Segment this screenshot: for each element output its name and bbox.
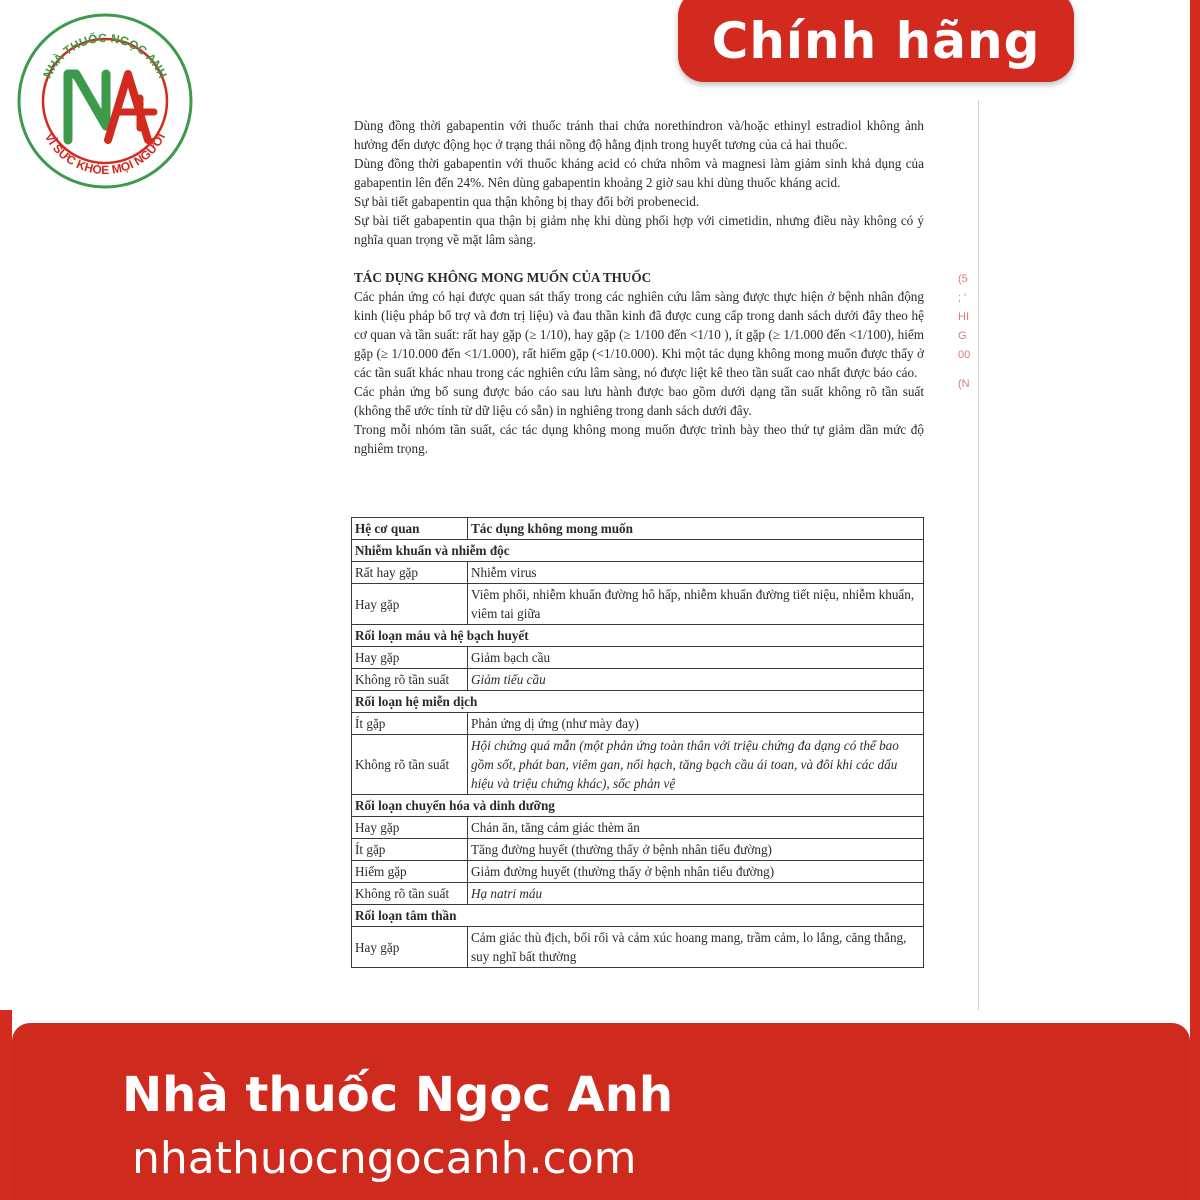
table-row [352,927,924,968]
authentic-badge [678,0,1074,82]
effect-cell: Nhiễm virus [468,562,924,584]
effect-cell: Chán ăn, tăng cảm giác thèm ăn [468,817,924,839]
paragraph: Các phản ứng bổ sung được báo cáo sau lưu hành được bao gồm dưới dạng tần suất không rõ tần suất (không thể ước tính từ dữ liệu có sẵn) in nghiêng trong danh sách dưới đây. [354,384,924,418]
table-row [352,883,924,905]
effect-cell: Giảm tiểu cầu [468,669,924,691]
footer-website-url: nhathuocngocanh.com [132,1133,637,1184]
frequency-cell: Không rõ tần suất [352,669,468,691]
table-row [352,647,924,669]
paragraph: Dùng đồng thời gabapentin với thuốc kháng acid có chứa nhôm và magnesi làm giảm sinh khả dụng của gabapentin lên đến 24%. Nên dùng gabapentin khoảng 2 giờ sau khi dùng thuốc kháng acid. [354,156,924,190]
pharmacy-logo [16,12,194,190]
paragraph: Các phản ứng có hại được quan sát thấy trong các nghiên cứu lâm sàng được thực hiện ở bệnh nhân động kinh (liệu pháp bổ trợ và đơn trị liệu) và đau thần kinh đã được cung cấp trong danh sách dưới đây theo hệ cơ quan và tần suất: rất hay gặp (≥ 1/10), hay gặp (≥ 1/100 đến <1/10 ), ít gặp (≥ 1/1.000 đến <1/100), hiếm gặp (≥ 1/10.000 đến <1/1.000), rất hiếm gặp (<1/10.000). Khi một tác dụng không mong muốn được thấy ở các tần suất khác nhau trong các nghiên cứu lâm sàng, nó được liệt kê theo tần suất cao nhất được báo cáo. [354,289,924,380]
frequency-cell: Hay gặp [352,817,468,839]
footer-banner [12,1023,1190,1200]
paragraph: Sự bài tiết gabapentin qua thận không bị thay đổi bởi probenecid. [354,194,700,209]
effect-cell: Giảm bạch cầu [468,647,924,669]
adverse-effects-table [351,517,924,968]
section-title: TÁC DỤNG KHÔNG MONG MUỐN CỦA THUỐC [354,270,652,285]
table-row [352,562,924,584]
table-row [352,713,924,735]
effect-cell: Viêm phổi, nhiễm khuẩn đường hô hấp, nhiễm khuẩn đường tiết niệu, nhiễm khuẩn, viêm tai giữa [468,584,924,625]
bleed-through-marks [958,270,980,394]
frequency-cell: Ít gặp [352,839,468,861]
table-row [352,817,924,839]
organ-system-group: Rối loạn tâm thần [352,905,924,927]
frequency-cell: Hay gặp [352,584,468,625]
organ-system-group: Rối loạn máu và hệ bạch huyết [352,625,924,647]
header-organ-system: Hệ cơ quan [352,518,468,540]
footer-pharmacy-name: Nhà thuốc Ngọc Anh [122,1067,674,1123]
table-group-row [352,795,924,817]
frequency-cell: Rất hay gặp [352,562,468,584]
table-group-row [352,905,924,927]
document-body [354,116,924,458]
effect-cell: Hội chứng quá mẫn (một phản ứng toàn thân với triệu chứng đa dạng có thể bao gồm sốt, phát ban, viêm gan, nổi hạch, tăng bạch cầu ái toan, và đôi khi các dấu hiệu và triệu chứng khác), sốc phản vệ [468,735,924,795]
paragraph: Sự bài tiết gabapentin qua thận bị giảm nhẹ khi dùng phối hợp với cimetidin, nhưng điều này không có ý nghĩa quan trọng về mặt lâm sàng. [354,213,924,247]
effect-cell: Giảm đường huyết (thường thấy ở bệnh nhân tiểu đường) [468,861,924,883]
page-edge-line [978,100,979,1010]
table-group-row [352,691,924,713]
organ-system-group: Rối loạn chuyển hóa và dinh dưỡng [352,795,924,817]
table-row [352,669,924,691]
bleed-mark: G [958,330,967,342]
frequency-cell: Hiếm gặp [352,861,468,883]
frequency-cell: Hay gặp [352,927,468,968]
frequency-cell: Không rõ tần suất [352,735,468,795]
table-row [352,735,924,795]
paragraph: Dùng đồng thời gabapentin với thuốc tránh thai chứa norethindron và/hoặc ethinyl estradiol không ảnh hưởng đến dược động học ở trạng thái nồng độ hằng định trong huyết tương của cả hai thuốc. [354,118,924,152]
effect-cell: Cảm giác thù địch, bối rối và cảm xúc hoang mang, trầm cảm, lo lắng, căng thẳng, suy nghĩ bất thường [468,927,924,968]
frequency-cell: Ít gặp [352,713,468,735]
frame-right-border [1190,0,1200,1200]
bleed-mark: 00 [958,349,971,361]
header-adverse-effect: Tác dụng không mong muốn [468,518,924,540]
paragraph: Trong mỗi nhóm tần suất, các tác dụng không mong muốn được trình bày theo thứ tự giảm dần mức độ nghiêm trọng. [354,422,924,456]
bleed-mark: HI [958,311,969,323]
logo-top-text: NHÀ THUỐC NGỌC ANH [40,30,170,81]
effect-cell: Tăng đường huyết (thường thấy ở bệnh nhân tiểu đường) [468,839,924,861]
bleed-mark: ; ' [958,292,967,304]
table-row [352,861,924,883]
effect-cell: Hạ natri máu [468,883,924,905]
effect-cell: Phản ứng dị ứng (như mày đay) [468,713,924,735]
frequency-cell: Không rõ tần suất [352,883,468,905]
bleed-mark: (5 [958,273,968,285]
frequency-cell: Hay gặp [352,647,468,669]
organ-system-group: Nhiễm khuẩn và nhiễm độc [352,540,924,562]
table-group-row [352,540,924,562]
table-group-row [352,625,924,647]
frame-left-border [0,1010,12,1200]
organ-system-group: Rối loạn hệ miễn dịch [352,691,924,713]
table-row [352,584,924,625]
table-header-row [352,518,924,540]
badge-text: Chính hãng [711,12,1041,70]
logo-bottom-text: VÌ SỨC KHỎE MỌI NGƯỜI [41,130,169,178]
bleed-mark: (N [958,378,970,390]
table-row [352,839,924,861]
